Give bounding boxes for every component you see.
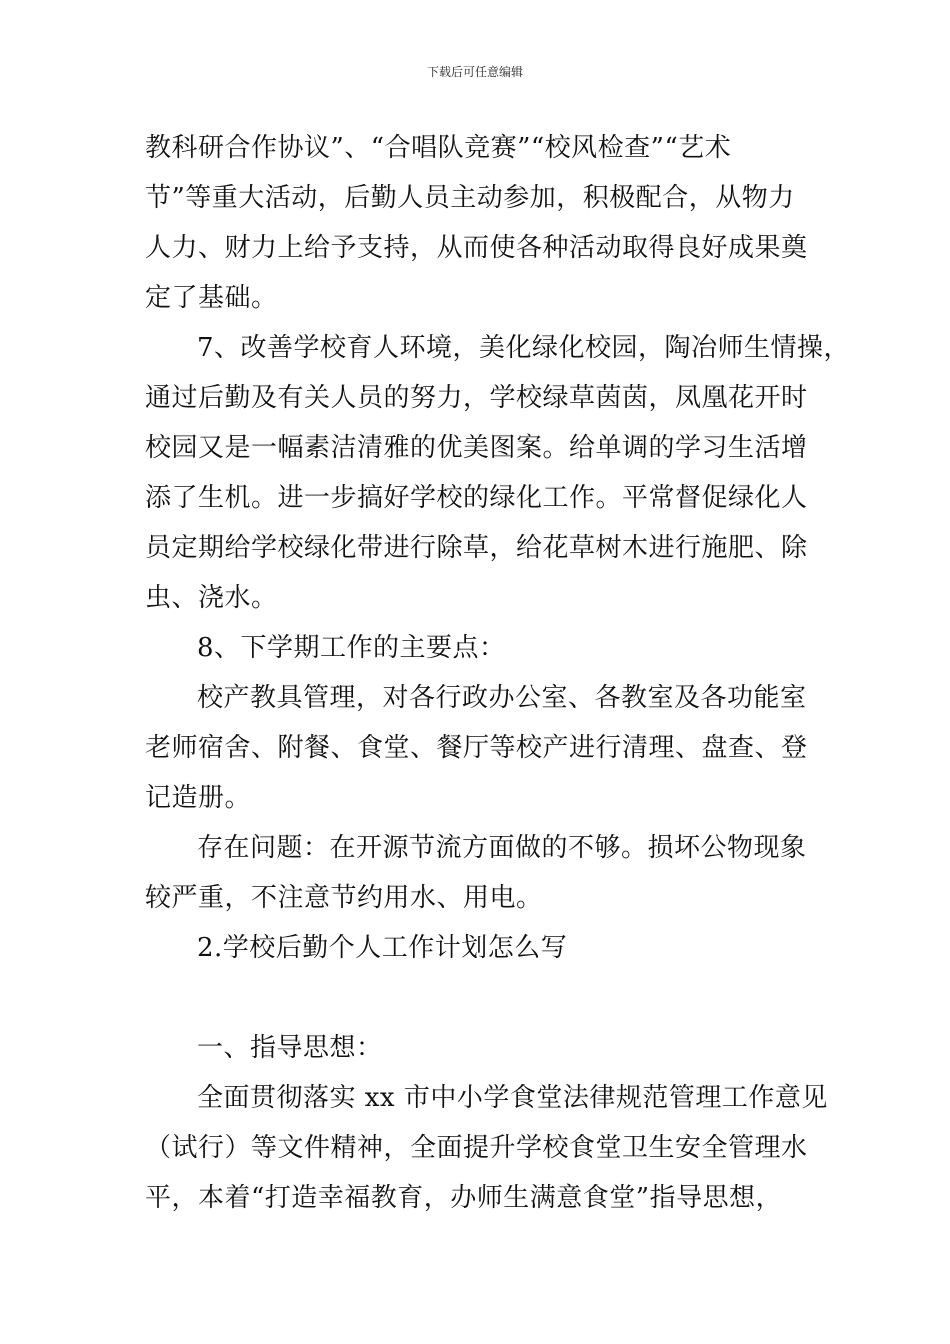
- paragraph-7-start: 7、改善学校育人环境，美化绿化校园，陶冶师生情操，: [197, 333, 851, 363]
- document-body: [145, 123, 851, 1223]
- text-line: 员定期给学校绿化带进行除草，给花草树木进行施肥、除: [145, 533, 808, 563]
- paragraph-start: 全面贯彻落实 xx 市中小学食堂法律规范管理工作意见: [197, 1083, 828, 1113]
- text-line: 节”等重大活动，后勤人员主动参加，积极配合，从物力: [145, 183, 795, 213]
- text-line: 教科研合作协议”、“合唱队竞赛”“校风检查”“艺术: [145, 133, 732, 163]
- text-line: 较严重，不注意节约用水、用电。: [145, 883, 543, 913]
- blank-line: [145, 973, 810, 1023]
- text-line: 虫、浇水。: [145, 583, 278, 613]
- text-line: 校园又是一幅素洁清雅的优美图案。给单调的学习生活增: [145, 433, 808, 463]
- section-heading: 2.学校后勤个人工作计划怎么写: [197, 933, 568, 963]
- page-header-note: 下载后可任意编辑: [426, 65, 523, 79]
- text-line: （试行）等文件精神，全面提升学校食堂卫生安全管理水: [145, 1133, 808, 1163]
- text-line: 记造册。: [145, 783, 252, 813]
- text-line: 平，本着“打造幸福教育，办师生满意食堂”指导思想，: [145, 1183, 783, 1213]
- text-line: 定了基础。: [145, 283, 278, 313]
- paragraph-start: 校产教具管理，对各行政办公室、各教室及各功能室: [197, 683, 807, 713]
- paragraph-8-heading: 8、下学期工作的主要点：: [197, 633, 506, 663]
- paragraph-start: 存在问题：在开源节流方面做的不够。损坏公物现象: [197, 833, 807, 863]
- text-line: 人力、财力上给予支持，从而使各种活动取得良好成果奠: [145, 233, 808, 263]
- text-line: 老师宿舍、附餐、食堂、餐厅等校产进行清理、盘查、登: [145, 733, 808, 763]
- text-line: 添了生机。进一步搞好学校的绿化工作。平常督促绿化人: [145, 483, 808, 513]
- subsection-heading: 一、指导思想：: [197, 1033, 383, 1063]
- text-line: 通过后勤及有关人员的努力，学校绿草茵茵，凤凰花开时: [145, 383, 808, 413]
